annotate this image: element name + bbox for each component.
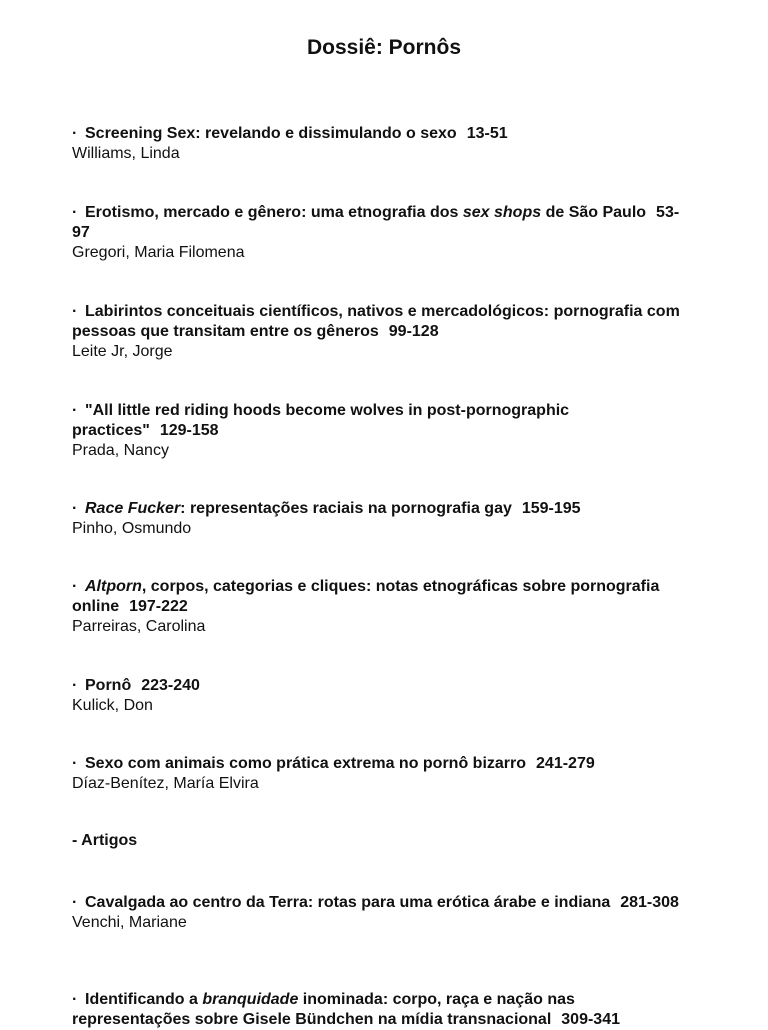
section-heading: - Artigos [72,832,138,849]
entry-title[interactable]: · Screening Sex: revelando e dissimulando o sexo 13-51 [72,125,508,142]
page-range: 309-341 [561,1011,620,1028]
page-range: 99-128 [388,323,439,340]
entry-author: Kulick, Don [72,697,153,714]
bullet-icon: · [72,894,78,911]
toc-entry [72,990,692,1030]
bullet-icon: · [72,677,78,694]
bullet-icon: · [72,578,78,595]
toc-entry [72,401,692,461]
bullet-icon: · [72,755,78,772]
bullet-icon: · [72,303,78,320]
entry-author: Williams, Linda [72,145,180,162]
toc-entry [72,499,692,539]
page-range: 281-308 [620,894,679,911]
entry-title[interactable]: · "All little red riding hoods become wolves in post-pornographic practices" 129-158 [72,402,570,439]
page-range: 53-97 [72,204,680,241]
entry-author: Leite Jr, Jorge [72,343,173,360]
entry-title[interactable]: · Erotismo, mercado e gênero: uma etnografia dos sex shops de São Paulo 53-97 [72,204,680,241]
toc-entry [72,676,692,716]
entry-author: Gregori, Maria Filomena [72,244,245,261]
bullet-icon: · [72,204,78,221]
toc-entry [72,577,692,637]
toc-entry [72,302,692,362]
bullet-icon: · [72,500,78,517]
entry-author: Prada, Nancy [72,442,169,459]
page-range: 129-158 [159,422,219,439]
page-range: 241-279 [536,755,595,772]
toc-entry [72,203,692,263]
toc-entry [72,893,692,933]
entry-author: Pinho, Osmundo [72,520,192,537]
entry-title[interactable]: · Pornô 223-240 [72,677,200,694]
entry-author: Venchi, Mariane [72,914,187,931]
entry-title[interactable]: · Identificando a branquidade inominada: corpo, raça e nação nas representações sobre Gisele Bündchen na mídia transnacional 309-341 [72,991,620,1028]
entry-title[interactable]: · Altporn, corpos, categorias e cliques: notas etnográficas sobre pornografia online 197-222 [72,578,660,615]
toc-entry [72,754,692,794]
entry-author: Díaz-Benítez, María Elvira [72,775,259,792]
page-range: 223-240 [141,677,200,694]
page-title: Dossiê: Pornôs [306,36,462,59]
entry-title[interactable]: · Sexo com animais como prática extrema no pornô bizarro 241-279 [72,755,595,772]
toc-entry [72,124,692,164]
entry-title[interactable]: · Cavalgada ao centro da Terra: rotas para uma erótica árabe e indiana 281-308 [72,894,679,911]
bullet-icon: · [72,402,78,419]
entry-title[interactable]: · Labirintos conceituais científicos, nativos e mercadológicos: pornografia com pessoas que transitam entre os gêneros 99-128 [72,303,680,340]
entry-author: Parreiras, Carolina [72,618,206,635]
entry-title[interactable]: · Race Fucker: representações raciais na pornografia gay 159-195 [72,500,581,517]
page-range: 197-222 [129,598,188,615]
bullet-icon: · [72,125,78,142]
page-range: 13-51 [466,125,508,142]
bullet-icon: · [72,991,78,1008]
page-range: 159-195 [521,500,581,517]
